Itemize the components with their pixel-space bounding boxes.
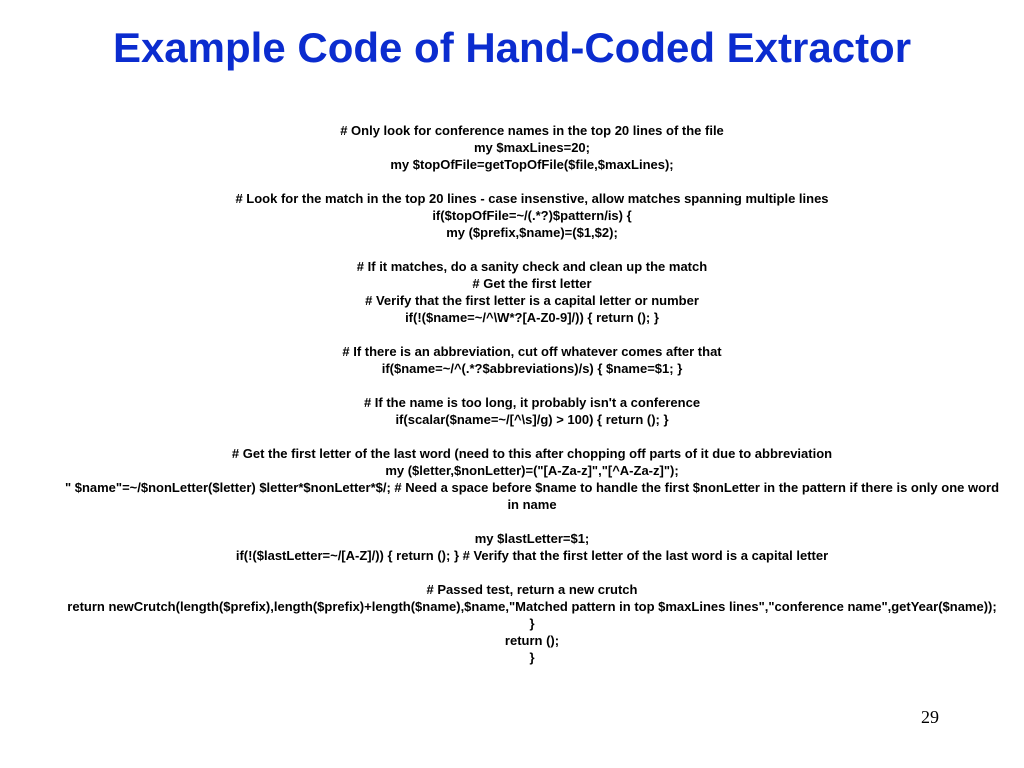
code-block	[60, 122, 1004, 666]
code-line: }	[529, 616, 535, 631]
code-blank-line	[60, 377, 1004, 394]
code-line: my $lastLetter=$1;	[474, 531, 590, 546]
code-line: if(!($lastLetter=~/[A-Z]/)) { return (); } # Verify that the first letter of the last word is a capital letter	[235, 548, 829, 563]
code-blank-line	[60, 428, 1004, 445]
code-line: # Passed test, return a new crutch	[426, 582, 638, 597]
code-line: if($name=~/^(.*?$abbreviations)/s) { $name=$1; }	[381, 361, 683, 376]
code-line: # If it matches, do a sanity check and clean up the match	[356, 259, 708, 274]
code-blank-line	[60, 173, 1004, 190]
page-number: 29	[921, 707, 939, 727]
code-blank-line	[60, 241, 1004, 258]
code-line: my ($letter,$nonLetter)=("[A-Za-z]","[^A-Za-z]");	[385, 463, 679, 478]
code-line: my $maxLines=20;	[474, 140, 590, 155]
code-line: # Look for the match in the top 20 lines - case insenstive, allow matches spanning multiple lines	[235, 191, 829, 206]
code-line: if(!($name=~/^\W*?[A-Z0-9]/)) { return (); }	[405, 310, 659, 325]
code-line: " $name"=~/$nonLetter($letter) $letter*$nonLetter*$/; # Need a space before $name to handle the first $nonLetter in the pattern if there is only one word in name	[64, 480, 1003, 512]
code-line: # Verify that the first letter is a capital letter or number	[365, 293, 699, 308]
slide-title: Example Code of Hand-Coded Extractor	[112, 24, 912, 71]
code-line: # Only look for conference names in the top 20 lines of the file	[340, 123, 724, 138]
code-line: my ($prefix,$name)=($1,$2);	[446, 225, 618, 240]
code-line: # Get the first letter	[472, 276, 592, 291]
code-line: }	[529, 650, 535, 665]
code-line: # If there is an abbreviation, cut off whatever comes after that	[342, 344, 722, 359]
code-blank-line	[60, 564, 1004, 581]
code-blank-line	[60, 513, 1004, 530]
code-line: if(scalar($name=~/[^\s]/g) > 100) { return (); }	[395, 412, 669, 427]
code-blank-line	[60, 326, 1004, 343]
code-line: return newCrutch(length($prefix),length($prefix)+length($name),$name,"Matched pattern in top $maxLines lines","conference name",getYear($name));	[67, 599, 997, 614]
code-line: # If the name is too long, it probably isn't a conference	[363, 395, 701, 410]
code-line: if($topOfFile=~/(.*?)$pattern/is) {	[432, 208, 632, 223]
code-line: # Get the first letter of the last word (need to this after chopping off parts of it due to abbreviation	[231, 446, 833, 461]
code-line: return ();	[504, 633, 560, 648]
code-line: my $topOfFile=getTopOfFile($file,$maxLines);	[390, 157, 674, 172]
